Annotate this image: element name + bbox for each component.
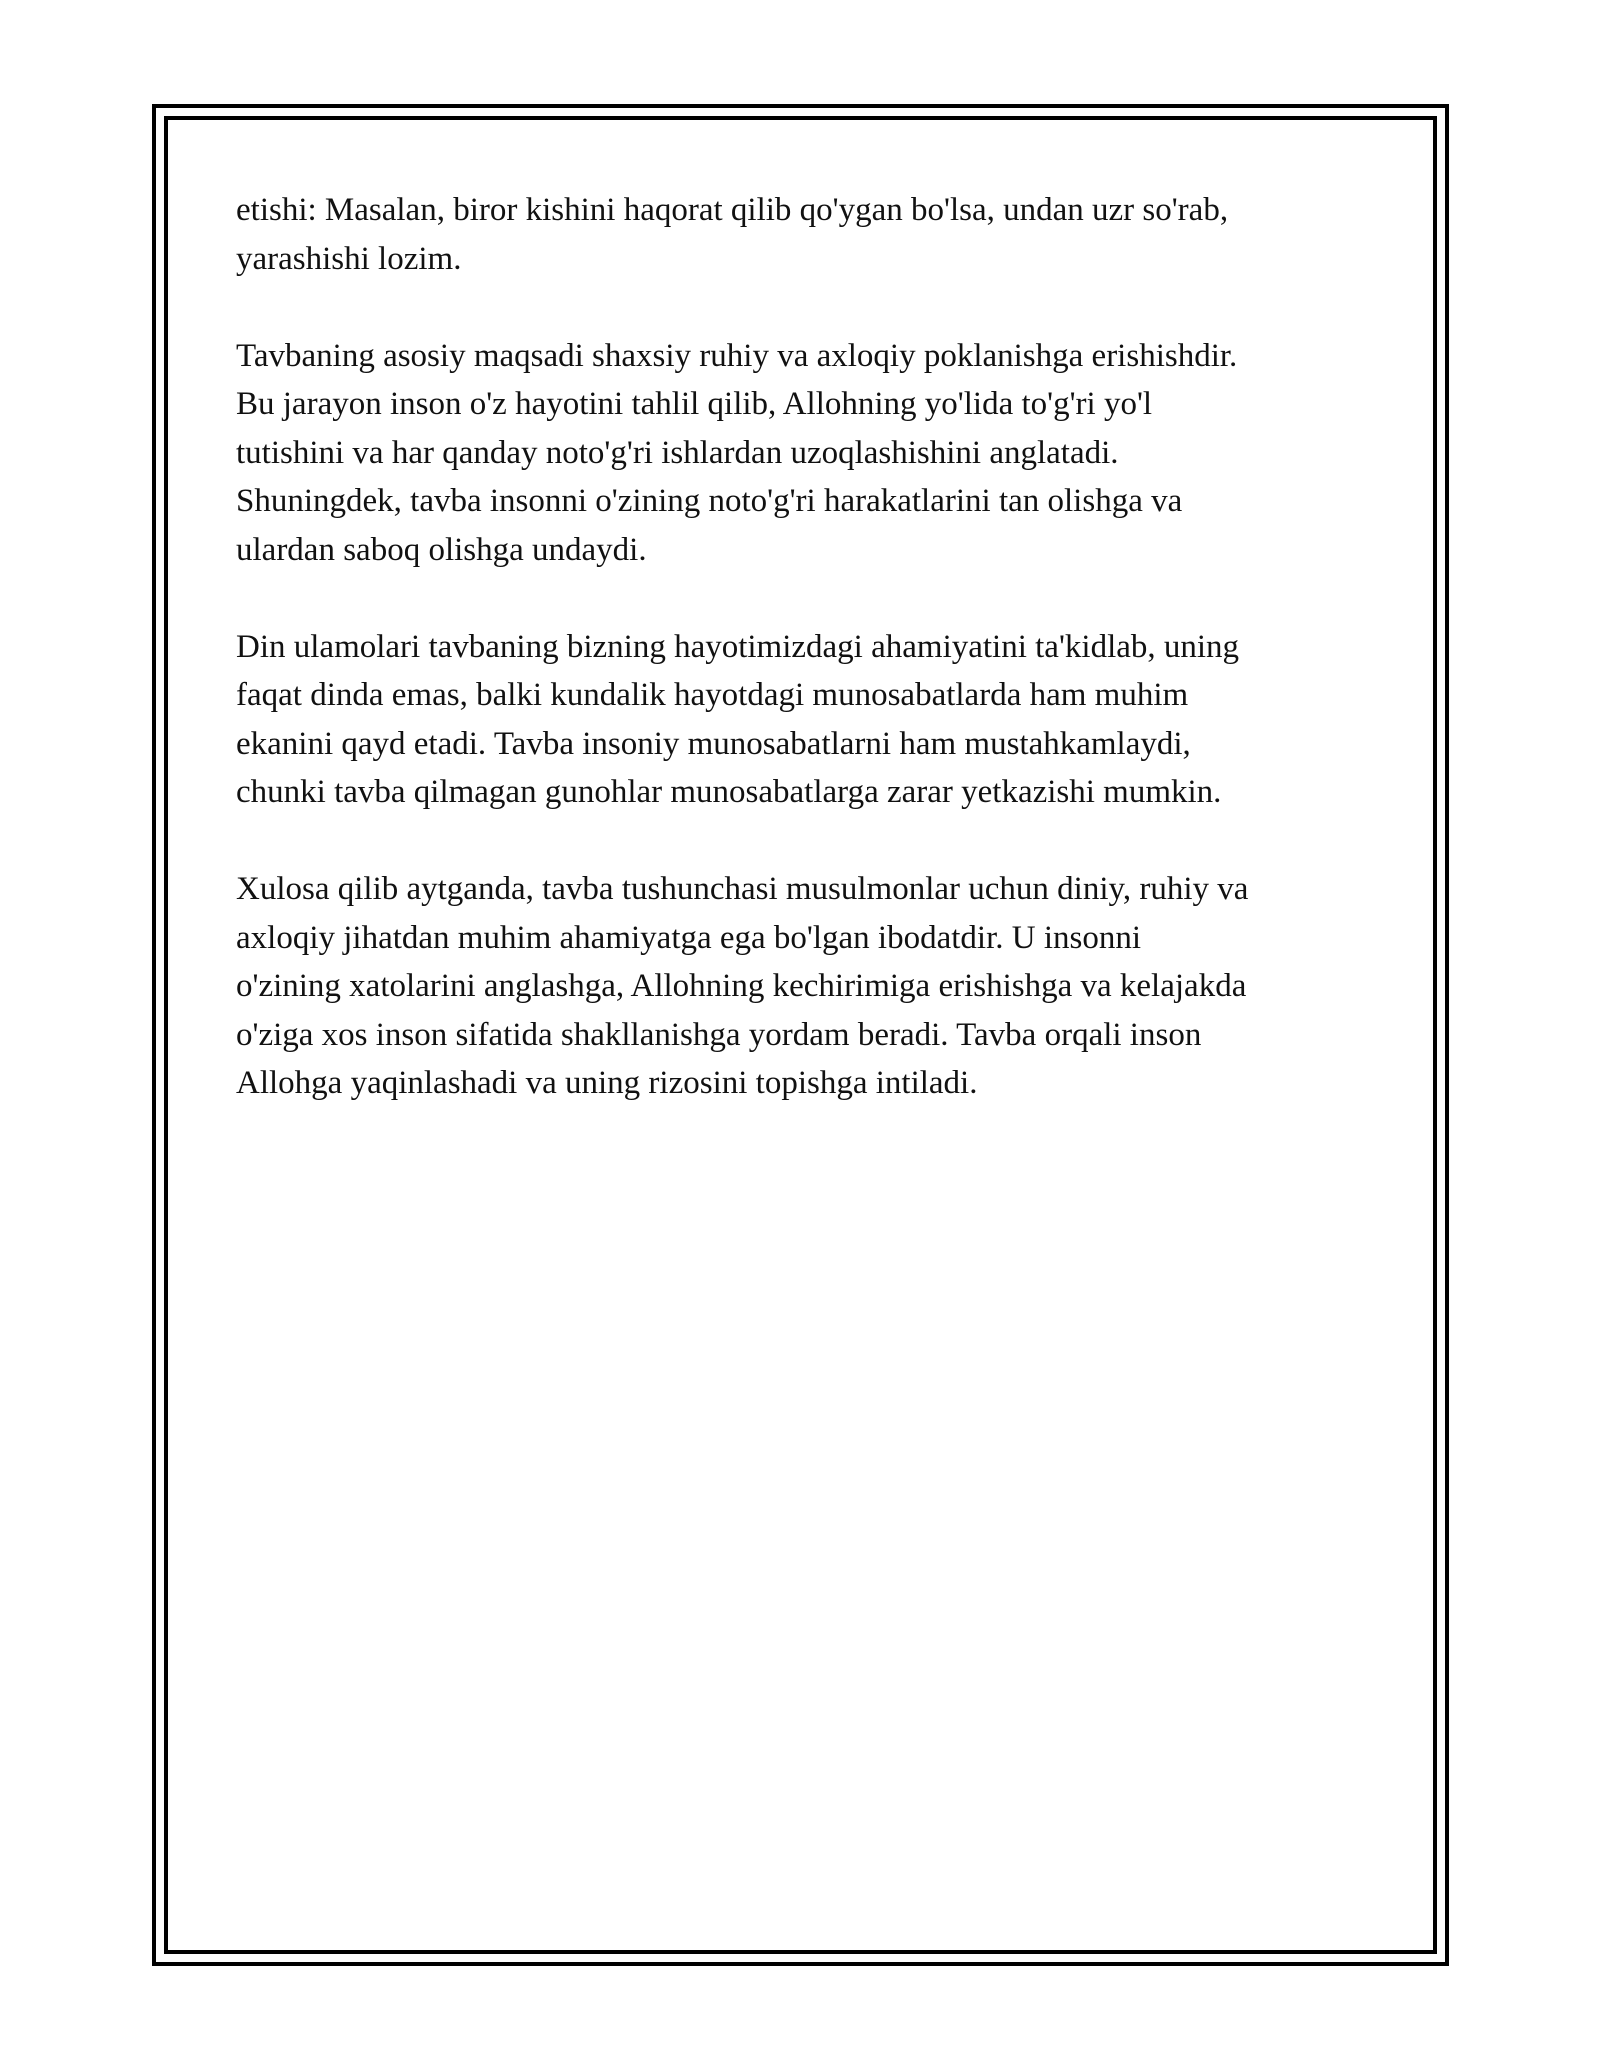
paragraph: Tavbaning asosiy maqsadi shaxsiy ruhiy va axloqiy poklanishga erishishdir. Bu jarayon inson o'z hayotini tahlil qilib, Allohning yo'lida to'g'ri yo'l tutishini va har qanday noto'g'ri ishlardan uzoqlashishini anglatadi. Shuningdek, tavba insonni o'zining noto'g'ri harakatlarini tan olishga va ulardan saboq olishga undaydi. [236, 337, 1238, 568]
document-body [236, 186, 1376, 1156]
paragraph: Xulosa qilib aytganda, tavba tushunchasi musulmonlar uchun diniy, ruhiy va axloqiy jihatdan muhim ahamiyatga ega bo'lgan ibodatdir. U insonni o'zining xatolarini anglashga, Allohning kechirimiga erishishga va kelajakda o'ziga xos inson sifatida shakllanishga yordam beradi. Tavba orqali inson Allohga yaqinlashadi va uning rizosini topishga intiladi. [236, 871, 1249, 1101]
paragraph: etishi: Masalan, biror kishini haqorat qilib qo'ygan bo'lsa, undan uzr so'rab, yarashishi lozim. [236, 192, 1229, 277]
paragraph: Din ulamolari tavbaning bizning hayotimizdagi ahamiyatini ta'kidlab, uning faqat dinda emas, balki kundalik hayotdagi munosabatlarda ham muhim ekanini qayd etadi. Tavba insoniy munosabatlarni ham mustahkamlaydi, chunki tavba qilmagan gunohlar munosabatlarga zarar yetkazishi mumkin. [236, 628, 1240, 810]
